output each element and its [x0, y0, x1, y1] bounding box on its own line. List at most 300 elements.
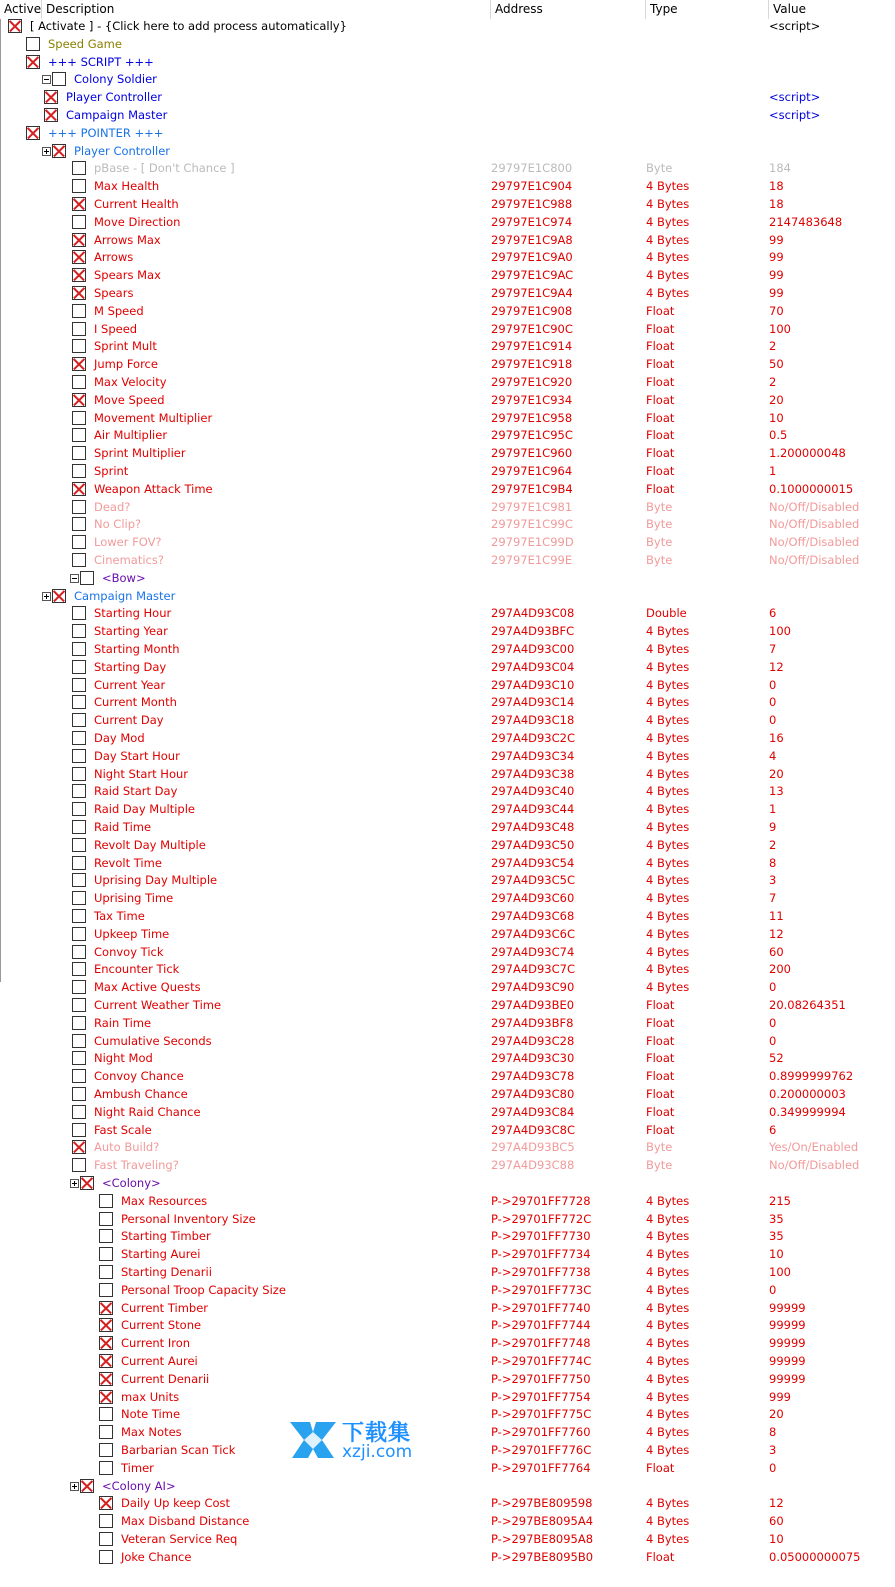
active-checkbox[interactable] [72, 161, 86, 175]
row-type[interactable]: Float [646, 357, 675, 372]
row-value[interactable]: 99999 [769, 1336, 806, 1351]
table-row[interactable] [0, 427, 895, 445]
row-type[interactable]: Float [646, 1015, 675, 1030]
table-row[interactable] [0, 730, 895, 748]
row-type[interactable]: 4 Bytes [646, 980, 690, 995]
row-type[interactable]: 4 Bytes [646, 820, 690, 834]
active-checkbox[interactable] [72, 215, 86, 229]
active-checkbox[interactable] [26, 55, 40, 69]
row-value[interactable]: 10 [769, 410, 784, 425]
row-value[interactable]: 52 [769, 1051, 784, 1066]
active-checkbox[interactable] [72, 286, 86, 300]
header-type[interactable]: Type [646, 0, 769, 19]
row-value[interactable]: 0 [769, 695, 777, 710]
row-type[interactable]: 4 Bytes [646, 232, 690, 247]
row-description[interactable]: <Bow> [102, 570, 146, 585]
active-checkbox[interactable] [72, 1087, 86, 1101]
row-address[interactable]: P->29701FF7744 [491, 1318, 591, 1333]
row-description[interactable]: Current Timber [121, 1300, 209, 1315]
table-row[interactable] [0, 1495, 895, 1513]
row-description[interactable]: Current Day [94, 713, 164, 728]
active-checkbox[interactable] [72, 713, 86, 727]
active-checkbox[interactable] [99, 1372, 113, 1386]
row-value[interactable]: 99999 [769, 1354, 806, 1368]
row-value[interactable]: 16 [769, 731, 784, 745]
active-checkbox[interactable] [72, 464, 86, 478]
row-value[interactable]: 0 [769, 713, 777, 728]
row-value[interactable]: 99999 [769, 1300, 806, 1315]
row-type[interactable]: Byte [646, 161, 673, 176]
row-type[interactable]: 4 Bytes [646, 962, 690, 977]
row-description[interactable]: Night Raid Chance [94, 1104, 201, 1119]
expand-icon[interactable] [70, 1482, 79, 1491]
row-value[interactable]: 0.05000000075 [769, 1549, 861, 1564]
row-value[interactable]: 8 [769, 855, 777, 870]
active-checkbox[interactable] [99, 1425, 113, 1439]
active-checkbox[interactable] [72, 197, 86, 211]
row-address[interactable]: 29797E1C9AC [491, 268, 574, 283]
table-row[interactable] [0, 249, 895, 267]
row-description[interactable]: Raid Time [94, 820, 152, 834]
active-checkbox[interactable] [72, 1016, 86, 1030]
active-checkbox[interactable] [72, 1123, 86, 1137]
table-row[interactable] [0, 1139, 895, 1157]
row-description[interactable]: [ Activate ] - {Click here to add process automatically} [30, 19, 347, 33]
active-checkbox[interactable] [72, 909, 86, 923]
row-type[interactable]: Float [646, 375, 675, 389]
expand-icon[interactable] [70, 1179, 79, 1188]
row-description[interactable]: Move Speed [94, 392, 165, 407]
table-row[interactable] [0, 356, 895, 374]
row-description[interactable]: Night Start Hour [94, 766, 188, 781]
row-type[interactable]: Byte [646, 535, 673, 550]
active-checkbox[interactable] [99, 1283, 113, 1297]
row-description[interactable]: <Colony AI> [102, 1478, 176, 1493]
row-description[interactable]: Revolt Day Multiple [94, 837, 206, 852]
table-row[interactable] [0, 944, 895, 962]
active-checkbox[interactable] [26, 37, 40, 51]
active-checkbox[interactable] [99, 1550, 113, 1564]
row-description[interactable]: +++ SCRIPT +++ [48, 54, 154, 69]
active-checkbox[interactable] [72, 357, 86, 371]
header-address[interactable]: Address [491, 0, 646, 19]
row-type[interactable]: 4 Bytes [646, 766, 690, 781]
row-description[interactable]: Max Notes [121, 1425, 182, 1440]
table-row[interactable] [0, 534, 895, 552]
row-description[interactable]: Current Weather Time [94, 998, 222, 1012]
row-type[interactable]: 4 Bytes [646, 197, 690, 211]
table-row[interactable] [0, 837, 895, 855]
table-row[interactable] [0, 1246, 895, 1264]
row-value[interactable]: 0.1000000015 [769, 481, 854, 496]
row-description[interactable]: Raid Day Multiple [94, 802, 195, 817]
row-value[interactable]: 18 [769, 197, 784, 211]
active-checkbox[interactable] [72, 1105, 86, 1119]
row-description[interactable]: Uprising Time [94, 891, 174, 906]
active-checkbox[interactable] [72, 428, 86, 442]
row-value[interactable]: 0.8999999762 [769, 1069, 854, 1084]
row-value[interactable]: 18 [769, 179, 784, 194]
row-description[interactable]: Daily Up keep Cost [121, 1496, 231, 1511]
row-value[interactable]: 100 [769, 624, 791, 639]
table-row[interactable] [0, 214, 895, 232]
row-description[interactable]: Campaign Master [66, 108, 168, 122]
row-address[interactable]: 297A4D93C38 [491, 766, 575, 781]
row-type[interactable]: 4 Bytes [646, 214, 690, 229]
row-address[interactable]: P->29701FF775C [491, 1407, 592, 1422]
row-type[interactable]: 4 Bytes [646, 1354, 690, 1368]
row-value[interactable]: 999 [769, 1389, 791, 1404]
active-checkbox[interactable] [99, 1265, 113, 1279]
row-description[interactable]: Dead? [94, 499, 131, 514]
row-description[interactable]: Rain Time [94, 1015, 152, 1030]
row-value[interactable]: 0 [769, 1015, 777, 1030]
row-address[interactable]: P->297BE8095A8 [491, 1532, 594, 1546]
table-row[interactable] [0, 392, 895, 410]
active-checkbox[interactable] [52, 72, 66, 86]
active-checkbox[interactable] [26, 126, 40, 140]
expand-icon[interactable] [42, 592, 51, 601]
row-description[interactable]: Barbarian Scan Tick [121, 1443, 236, 1457]
row-address[interactable]: 297A4D93C44 [491, 802, 575, 817]
row-type[interactable]: Float [646, 464, 675, 478]
row-address[interactable]: 297A4D93BF8 [491, 1015, 574, 1030]
row-description[interactable]: Spears Max [94, 268, 161, 283]
active-checkbox[interactable] [72, 891, 86, 905]
row-description[interactable]: Current Year [94, 677, 166, 692]
row-value[interactable]: 0 [769, 1282, 777, 1297]
row-value[interactable]: 11 [769, 909, 784, 923]
active-checkbox[interactable] [72, 268, 86, 282]
table-row[interactable] [0, 1531, 895, 1549]
table-row[interactable] [0, 926, 895, 944]
active-checkbox[interactable] [99, 1336, 113, 1350]
row-type[interactable]: 4 Bytes [646, 1318, 690, 1333]
row-value[interactable]: <script> [769, 108, 821, 122]
table-row[interactable] [0, 481, 895, 499]
row-value[interactable]: 2147483648 [769, 214, 843, 229]
row-description[interactable]: Timer [121, 1460, 154, 1475]
row-type[interactable]: 4 Bytes [646, 784, 690, 799]
table-row[interactable] [0, 979, 895, 997]
table-row[interactable] [0, 1228, 895, 1246]
active-checkbox[interactable] [72, 535, 86, 549]
row-description[interactable]: Revolt Time [94, 855, 162, 870]
row-type[interactable]: 4 Bytes [646, 891, 690, 906]
row-description[interactable]: M Speed [94, 303, 144, 318]
row-address[interactable]: P->29701FF772C [491, 1211, 592, 1226]
table-row[interactable] [0, 801, 895, 819]
row-type[interactable]: Byte [646, 499, 673, 514]
table-row[interactable] [0, 410, 895, 428]
row-description[interactable]: Upkeep Time [94, 926, 170, 941]
row-type[interactable]: 4 Bytes [646, 1265, 690, 1279]
row-address[interactable]: 29797E1C960 [491, 446, 573, 461]
row-description[interactable]: Fast Traveling? [94, 1158, 179, 1173]
active-checkbox[interactable] [99, 1247, 113, 1261]
row-value[interactable]: 10 [769, 1532, 784, 1546]
row-description[interactable]: Starting Denarii [121, 1265, 212, 1279]
row-description[interactable]: Starting Hour [94, 606, 172, 621]
active-checkbox[interactable] [52, 589, 66, 603]
row-type[interactable]: 4 Bytes [646, 1211, 690, 1226]
table-row[interactable] [0, 570, 895, 588]
table-row[interactable] [0, 1104, 895, 1122]
row-description[interactable]: Personal Troop Capacity Size [121, 1282, 286, 1297]
table-row[interactable] [0, 178, 895, 196]
active-checkbox[interactable] [72, 1069, 86, 1083]
active-checkbox[interactable] [72, 873, 86, 887]
row-description[interactable]: Day Mod [94, 731, 145, 745]
table-row[interactable] [0, 677, 895, 695]
table-row[interactable] [0, 499, 895, 517]
row-type[interactable]: 4 Bytes [646, 677, 690, 692]
row-description[interactable]: Max Resources [121, 1193, 208, 1208]
row-type[interactable]: Float [646, 998, 675, 1012]
row-type[interactable]: Byte [646, 1140, 673, 1155]
active-checkbox[interactable] [72, 393, 86, 407]
row-type[interactable]: 4 Bytes [646, 695, 690, 710]
active-checkbox[interactable] [72, 500, 86, 514]
row-value[interactable]: 20 [769, 766, 784, 781]
table-row[interactable] [0, 819, 895, 837]
active-checkbox[interactable] [44, 90, 58, 104]
table-row[interactable] [0, 641, 895, 659]
row-description[interactable]: I Speed [94, 321, 138, 336]
row-description[interactable]: Arrows [94, 250, 134, 265]
row-description[interactable]: Starting Year [94, 624, 168, 639]
row-type[interactable]: Byte [646, 517, 673, 532]
row-address[interactable]: P->29701FF7754 [491, 1389, 591, 1404]
table-row[interactable] [0, 107, 895, 125]
table-row[interactable] [0, 766, 895, 784]
active-checkbox[interactable] [8, 19, 22, 33]
row-address[interactable]: 29797E1C99E [491, 553, 573, 567]
table-row[interactable] [0, 1122, 895, 1140]
table-row[interactable] [0, 1371, 895, 1389]
active-checkbox[interactable] [72, 517, 86, 531]
row-type[interactable]: 4 Bytes [646, 642, 690, 656]
row-description[interactable]: +++ POINTER +++ [48, 125, 164, 140]
row-address[interactable]: P->29701FF7740 [491, 1300, 591, 1315]
row-description[interactable]: Colony Soldier [74, 72, 157, 87]
row-description[interactable]: Current Aurei [121, 1354, 198, 1368]
row-address[interactable]: 297A4D93C68 [491, 909, 575, 923]
row-address[interactable]: 29797E1C914 [491, 339, 573, 354]
table-row[interactable] [0, 143, 895, 161]
row-value[interactable]: 100 [769, 321, 791, 336]
row-type[interactable]: 4 Bytes [646, 1532, 690, 1546]
row-address[interactable]: 297A4D93C30 [491, 1051, 575, 1066]
table-row[interactable] [0, 1513, 895, 1531]
table-row[interactable] [0, 1406, 895, 1424]
row-type[interactable]: 4 Bytes [646, 713, 690, 728]
table-row[interactable] [0, 463, 895, 481]
table-row[interactable] [0, 516, 895, 534]
table-row[interactable] [0, 783, 895, 801]
row-type[interactable]: Float [646, 1087, 675, 1101]
active-checkbox[interactable] [99, 1407, 113, 1421]
row-address[interactable]: 297A4D93C08 [491, 606, 575, 621]
table-row[interactable] [0, 125, 895, 143]
row-address[interactable]: P->29701FF7728 [491, 1193, 591, 1208]
row-value[interactable]: 0 [769, 677, 777, 692]
active-checkbox[interactable] [72, 856, 86, 870]
row-type[interactable]: Float [646, 1549, 675, 1564]
row-description[interactable]: Convoy Tick [94, 944, 164, 959]
row-value[interactable]: 20.08264351 [769, 998, 846, 1012]
row-description[interactable]: Max Disband Distance [121, 1514, 250, 1529]
active-checkbox[interactable] [72, 339, 86, 353]
row-address[interactable]: P->29701FF776C [491, 1443, 592, 1457]
row-type[interactable]: Float [646, 321, 675, 336]
table-row[interactable] [0, 1086, 895, 1104]
table-row[interactable] [0, 1424, 895, 1442]
active-checkbox[interactable] [99, 1532, 113, 1546]
row-value[interactable]: No/Off/Disabled [769, 535, 860, 550]
row-value[interactable]: 1.200000048 [769, 446, 846, 461]
row-address[interactable]: 29797E1C964 [491, 464, 573, 478]
row-description[interactable]: Personal Inventory Size [121, 1211, 256, 1226]
row-type[interactable]: 4 Bytes [646, 1496, 690, 1511]
table-row[interactable] [0, 1050, 895, 1068]
row-description[interactable]: <Colony> [102, 1176, 161, 1190]
row-value[interactable]: 184 [769, 161, 791, 176]
row-description[interactable]: Current Month [94, 695, 177, 710]
table-row[interactable] [0, 1211, 895, 1229]
row-type[interactable]: Float [646, 1104, 675, 1119]
active-checkbox[interactable] [72, 838, 86, 852]
row-type[interactable]: 4 Bytes [646, 1389, 690, 1404]
row-description[interactable]: Ambush Chance [94, 1087, 188, 1101]
row-description[interactable]: Max Active Quests [94, 980, 201, 995]
row-description[interactable]: Arrows Max [94, 232, 161, 247]
row-description[interactable]: Max Velocity [94, 375, 167, 389]
active-checkbox[interactable] [72, 446, 86, 460]
row-address[interactable]: 297A4D93C74 [491, 944, 575, 959]
row-address[interactable]: 297A4D93C80 [491, 1087, 575, 1101]
active-checkbox[interactable] [99, 1212, 113, 1226]
header-value[interactable]: Value [773, 2, 806, 16]
row-type[interactable]: Double [646, 606, 687, 621]
row-address[interactable]: 297A4D93C10 [491, 677, 575, 692]
active-checkbox[interactable] [72, 606, 86, 620]
row-description[interactable]: max Units [121, 1389, 180, 1404]
row-address[interactable]: P->29701FF773C [491, 1282, 592, 1297]
row-value[interactable]: No/Off/Disabled [769, 499, 860, 514]
table-row[interactable] [0, 1033, 895, 1051]
row-type[interactable]: 4 Bytes [646, 926, 690, 941]
table-row[interactable] [0, 997, 895, 1015]
table-row[interactable] [0, 1264, 895, 1282]
row-type[interactable]: Byte [646, 553, 673, 567]
active-checkbox[interactable] [99, 1318, 113, 1332]
row-description[interactable]: Day Start Hour [94, 748, 180, 763]
table-row[interactable] [0, 36, 895, 54]
table-row[interactable] [0, 694, 895, 712]
row-description[interactable]: Night Mod [94, 1051, 153, 1066]
active-checkbox[interactable] [80, 571, 94, 585]
row-address[interactable]: 297A4D93C6C [491, 926, 575, 941]
row-type[interactable]: 4 Bytes [646, 1247, 690, 1262]
row-address[interactable]: 297A4D93C50 [491, 837, 575, 852]
table-row[interactable] [0, 1282, 895, 1300]
row-type[interactable]: 4 Bytes [646, 873, 690, 888]
row-value[interactable]: 6 [769, 606, 777, 621]
active-checkbox[interactable] [72, 802, 86, 816]
row-description[interactable]: Starting Timber [121, 1229, 211, 1244]
row-address[interactable]: P->297BE8095B0 [491, 1549, 594, 1564]
row-description[interactable]: Current Iron [121, 1336, 191, 1351]
row-value[interactable]: 0.5 [769, 428, 788, 443]
row-address[interactable]: P->29701FF7760 [491, 1425, 591, 1440]
table-row[interactable] [0, 18, 895, 36]
row-description[interactable]: Encounter Tick [94, 962, 180, 977]
row-address[interactable]: 297A4D93BE0 [491, 998, 575, 1012]
row-type[interactable]: 4 Bytes [646, 802, 690, 817]
row-address[interactable]: 297A4D93C34 [491, 748, 575, 763]
row-type[interactable]: Byte [646, 1158, 673, 1173]
row-description[interactable]: Sprint [94, 464, 129, 478]
row-value[interactable]: 9 [769, 820, 777, 834]
active-checkbox[interactable] [72, 749, 86, 763]
row-value[interactable]: 2 [769, 837, 777, 852]
row-address[interactable]: 29797E1C934 [491, 392, 573, 407]
row-description[interactable]: Move Direction [94, 214, 181, 229]
row-address[interactable]: 29797E1C904 [491, 179, 573, 194]
row-description[interactable]: Starting Day [94, 659, 167, 674]
row-value[interactable]: 60 [769, 944, 784, 959]
row-value[interactable]: <script> [769, 19, 821, 33]
row-type[interactable]: Float [646, 446, 675, 461]
row-description[interactable]: Starting Month [94, 642, 180, 656]
row-address[interactable]: 29797E1C9A8 [491, 232, 573, 247]
table-row[interactable] [0, 605, 895, 623]
collapse-icon[interactable] [42, 75, 51, 84]
row-value[interactable]: 1 [769, 802, 777, 817]
row-value[interactable]: 60 [769, 1514, 784, 1529]
active-checkbox[interactable] [99, 1354, 113, 1368]
row-address[interactable]: P->29701FF774C [491, 1354, 592, 1368]
header-description[interactable]: Description [42, 0, 491, 19]
row-value[interactable]: 12 [769, 1496, 784, 1511]
active-checkbox[interactable] [99, 1443, 113, 1457]
row-value[interactable]: 3 [769, 873, 777, 888]
row-description[interactable]: Cumulative Seconds [94, 1033, 212, 1048]
row-value[interactable]: 0.349999994 [769, 1104, 846, 1119]
active-checkbox[interactable] [72, 304, 86, 318]
row-address[interactable]: 297A4D93BFC [491, 624, 575, 639]
row-type[interactable]: Float [646, 1051, 675, 1066]
row-description[interactable]: Veteran Service Req [121, 1532, 238, 1546]
active-checkbox[interactable] [72, 482, 86, 496]
row-value[interactable]: 12 [769, 926, 784, 941]
active-checkbox[interactable] [80, 1176, 94, 1190]
table-row[interactable] [0, 374, 895, 392]
row-value[interactable]: 99 [769, 286, 784, 300]
table-row[interactable] [0, 748, 895, 766]
active-checkbox[interactable] [72, 980, 86, 994]
row-value[interactable]: 0.200000003 [769, 1087, 846, 1101]
row-address[interactable]: 297A4D93C7C [491, 962, 575, 977]
active-checkbox[interactable] [72, 553, 86, 567]
row-description[interactable]: Player Controller [74, 143, 171, 158]
row-type[interactable]: 4 Bytes [646, 1425, 690, 1440]
row-address[interactable]: 297A4D93BC5 [491, 1140, 575, 1155]
row-address[interactable]: 297A4D93C04 [491, 659, 575, 674]
table-row[interactable] [0, 1157, 895, 1175]
row-value[interactable]: No/Off/Disabled [769, 553, 860, 567]
